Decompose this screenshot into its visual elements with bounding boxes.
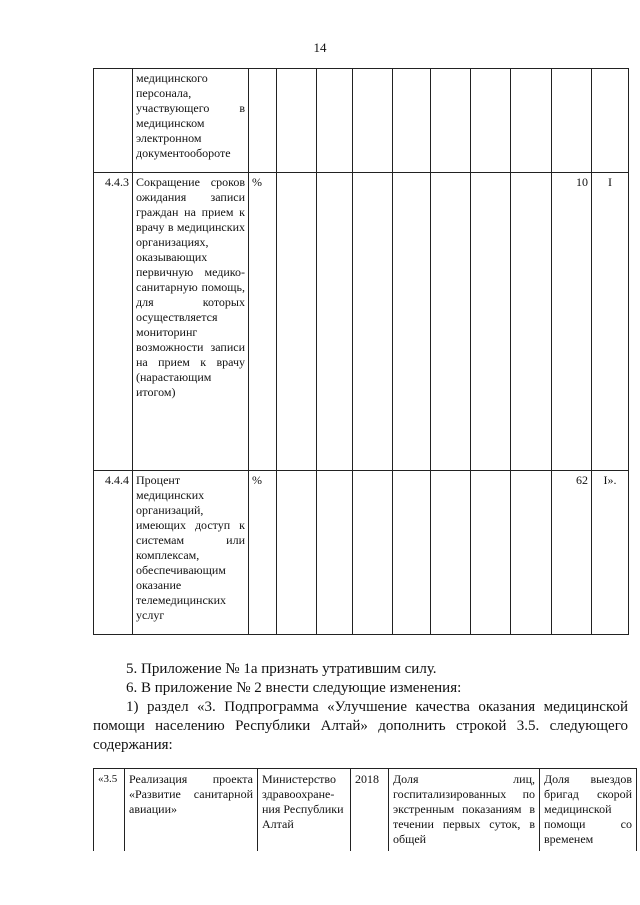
responsible-org: Министерство здравоохране-ния Республики Алтай: [258, 769, 351, 852]
row-number: [94, 69, 133, 173]
row-number: «3.5: [94, 769, 125, 852]
table-row: [94, 69, 629, 173]
page-number: 14: [313, 40, 327, 55]
unit-cell: [249, 69, 277, 173]
indicator-cell: Доля лиц, госпитализированных по экстренным показаниям в течении первых суток, в общей: [389, 769, 540, 852]
result-cell: Доля выездов бригад скорой медицинской помощи со временем: [540, 769, 637, 852]
measure-name: Реализация проекта «Развитие санитарной авиации»: [125, 769, 258, 852]
value-cell: I».: [592, 471, 629, 635]
table-row: [94, 769, 637, 852]
unit-cell: %: [249, 471, 277, 635]
value-cell: 62: [552, 471, 592, 635]
indicator-name: медицинского персонала, участвующего в медицинском электронном документообороте: [133, 69, 249, 173]
indicator-name: Процент медицинских организаций, имеющих доступ к системам или комплексам, обеспечивающим оказание телемедицинских услуг: [133, 471, 249, 635]
year-cell: 2018: [351, 769, 389, 852]
indicators-table: [93, 68, 629, 635]
paragraph-5: 5. Приложение № 1а признать утратившим силу.: [126, 661, 437, 677]
table-row: [94, 471, 629, 635]
unit-cell: %: [249, 173, 277, 471]
row-number: 4.4.3: [94, 173, 133, 471]
indicator-name: Сокращение сроков ожидания записи граждан на прием к врачу в медицинских организациях, оказывающих первичную медико-санитарную помощь, для которых осуществляется мониторинг возможности записи на прием к врачу (нарастающим итогом): [133, 173, 249, 471]
value-cell: I: [592, 173, 629, 471]
paragraph-6: 6. В приложение № 2 внести следующие изменения:: [126, 680, 462, 696]
value-cell: [592, 69, 629, 173]
subprogram-table: [93, 768, 637, 851]
paragraph-item-1: 1) раздел «3. Подпрограмма «Улучшение качества оказания медицинской помощи населению Республики Алтай» дополнить строкой 3.5. следующего содержания:: [93, 699, 628, 753]
table-row: [94, 173, 629, 471]
value-cell: 10: [552, 173, 592, 471]
value-cell: [552, 69, 592, 173]
row-number: 4.4.4: [94, 471, 133, 635]
